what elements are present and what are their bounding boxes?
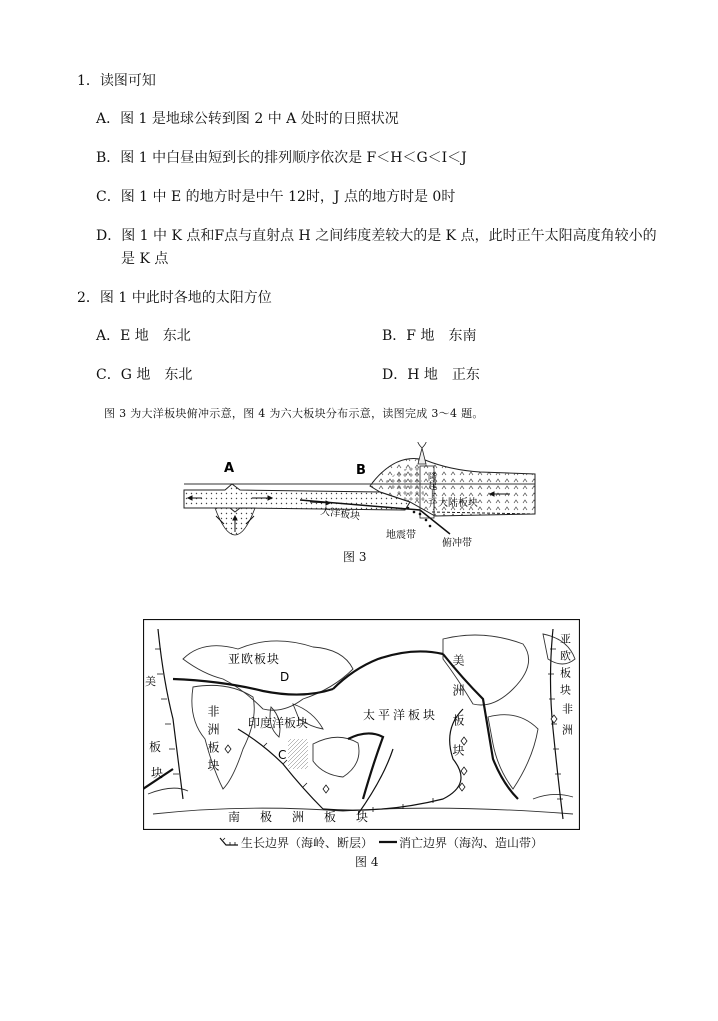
q1-option-d: D．图 1 中 K 点和F点与直射点 H 之间纬度差较大的是 K 点，此时正午太阳高度角较小的: [96, 228, 657, 244]
fig4-label-american: 美洲板块: [451, 654, 465, 774]
fig4-label-d: D: [280, 670, 290, 684]
figure3-subduction-diagram: [180, 442, 540, 554]
fig4-label-pacific: 太平洋板块: [363, 708, 439, 722]
fig4-label-eurasian: 亚欧板块: [228, 652, 281, 666]
q2-option-a: A．E 地 东北: [96, 328, 191, 344]
growth-boundary-legend-icon: [218, 835, 240, 849]
fig4-label-antarctic: 南极洲板块: [228, 810, 389, 824]
figure3-caption: 图 3: [343, 550, 367, 564]
fig3-seismic-zone-label: 地震带: [386, 530, 416, 541]
legend-consume-boundary: 消亡边界（海沟、造山带）: [399, 836, 544, 850]
figures-intro: 图 3 为大洋板块俯冲示意，图 4 为六大板块分布示意，读图完成 3～4 题。: [104, 407, 484, 420]
fig3-uplift-label: 隆起上升: [426, 472, 436, 508]
q2-option-b: B．F 地 东南: [382, 328, 477, 344]
fig3-subduction-zone-label: 俯冲带: [442, 538, 472, 549]
legend-growth-boundary: 生长边界（海岭、断层）: [241, 836, 374, 850]
q2-option-d: D．H 地 正东: [382, 367, 480, 383]
q2-option-c: C．G 地 东北: [96, 367, 193, 383]
fig4-label-right-africa: 非洲: [560, 703, 574, 745]
fig3-ocean-plate-label: 大洋板块: [319, 506, 361, 523]
fig3-label-a: A: [224, 461, 235, 476]
consume-boundary-legend-icon: [377, 835, 399, 849]
q1-option-c: C．图 1 中 E 的地方时是中午 12时，J 点的地方时是 0时: [96, 189, 456, 205]
fig3-continental-plate-label: 大陆板块: [438, 498, 478, 509]
fig4-label-mei-left: 美: [145, 675, 156, 688]
fig4-label-c: C: [278, 748, 287, 762]
figure4-caption: 图 4: [355, 855, 379, 869]
fig4-label-kuai-left: 块: [151, 766, 164, 780]
q1-option-a: A．图 1 是地球公转到图 2 中 A 处时的日照状况: [96, 111, 399, 127]
q2-stem: 2．图 1 中此时各地的太阳方位: [77, 290, 272, 306]
q1-stem: 1．读图可知: [77, 73, 156, 89]
fig4-label-right-eurasian: 亚欧板块: [558, 633, 572, 701]
q1-option-d-continued: 是 K 点: [121, 251, 169, 267]
fig4-label-african: 非洲板块: [206, 705, 220, 777]
fig4-label-indian-ocean: 印度洋板块: [248, 716, 309, 730]
fig3-label-b: B: [356, 463, 366, 478]
figure4-plate-map: [143, 619, 580, 830]
fig4-label-ban-left: 板: [149, 740, 162, 754]
q1-option-b: B．图 1 中白昼由短到长的排列顺序依次是 F＜H＜G＜I＜J: [96, 150, 467, 166]
